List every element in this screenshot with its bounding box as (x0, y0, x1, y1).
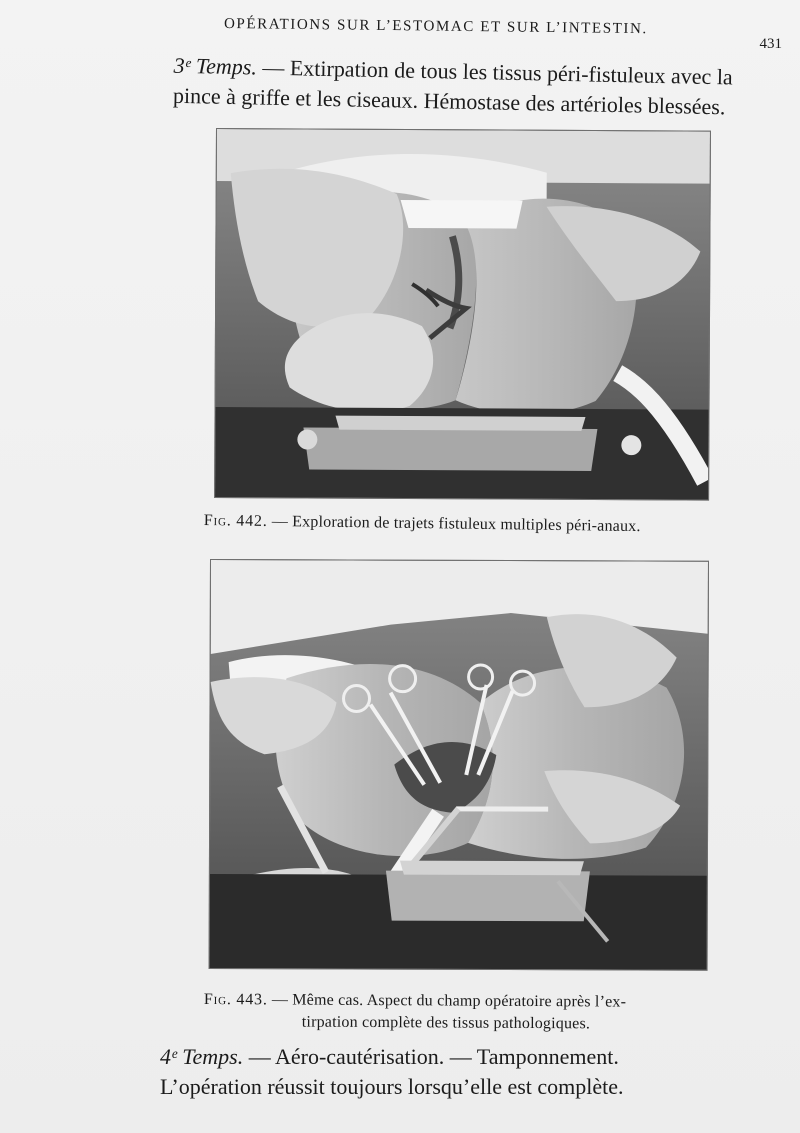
figure-443-caption-line-2: tirpation complète des tissus pathologiques. (301, 1013, 591, 1033)
intro-paragraph (137, 50, 798, 124)
figure-442-label: Fig. 442. (203, 511, 268, 530)
figure-442-photo (214, 128, 711, 501)
closing-paragraph (160, 1042, 780, 1102)
figure-442-caption-text: — Exploration de trajets fistuleux multiples péri-anaux. (271, 512, 641, 536)
closing-line-2: L’opération réussit toujours lorsqu’elle est complète. (160, 1074, 624, 1099)
figure-443-caption (204, 989, 714, 1036)
intro-line-2: pince à griffe et les ciseaux. Hémostase des artérioles blessées. (172, 82, 726, 120)
page-number: 431 (759, 36, 782, 52)
figure-443-caption-line-1 (204, 989, 714, 1014)
closing-step: 4ᵉ Temps. (160, 1044, 244, 1069)
closing-text-1: — Aéro-cautérisation. — Tamponnement. (248, 1044, 619, 1069)
figure-443-photo (209, 559, 709, 971)
intro-text-1: — Extirpation de tous les tissus péri-fistuleux avec la (262, 54, 733, 90)
figure-442-caption (204, 510, 734, 539)
figure-443-caption-text-1: — Même cas. Aspect du champ opératoire après l’ex- (271, 991, 627, 1011)
closing-line-1 (160, 1042, 780, 1072)
intro-step: 3ᵉ Temps. (173, 52, 258, 80)
running-head: OPÉRATIONS SUR L’ESTOMAC ET SUR L’INTESTIN. (223, 16, 648, 38)
figure-443-label: Fig. 443. (203, 990, 268, 1009)
